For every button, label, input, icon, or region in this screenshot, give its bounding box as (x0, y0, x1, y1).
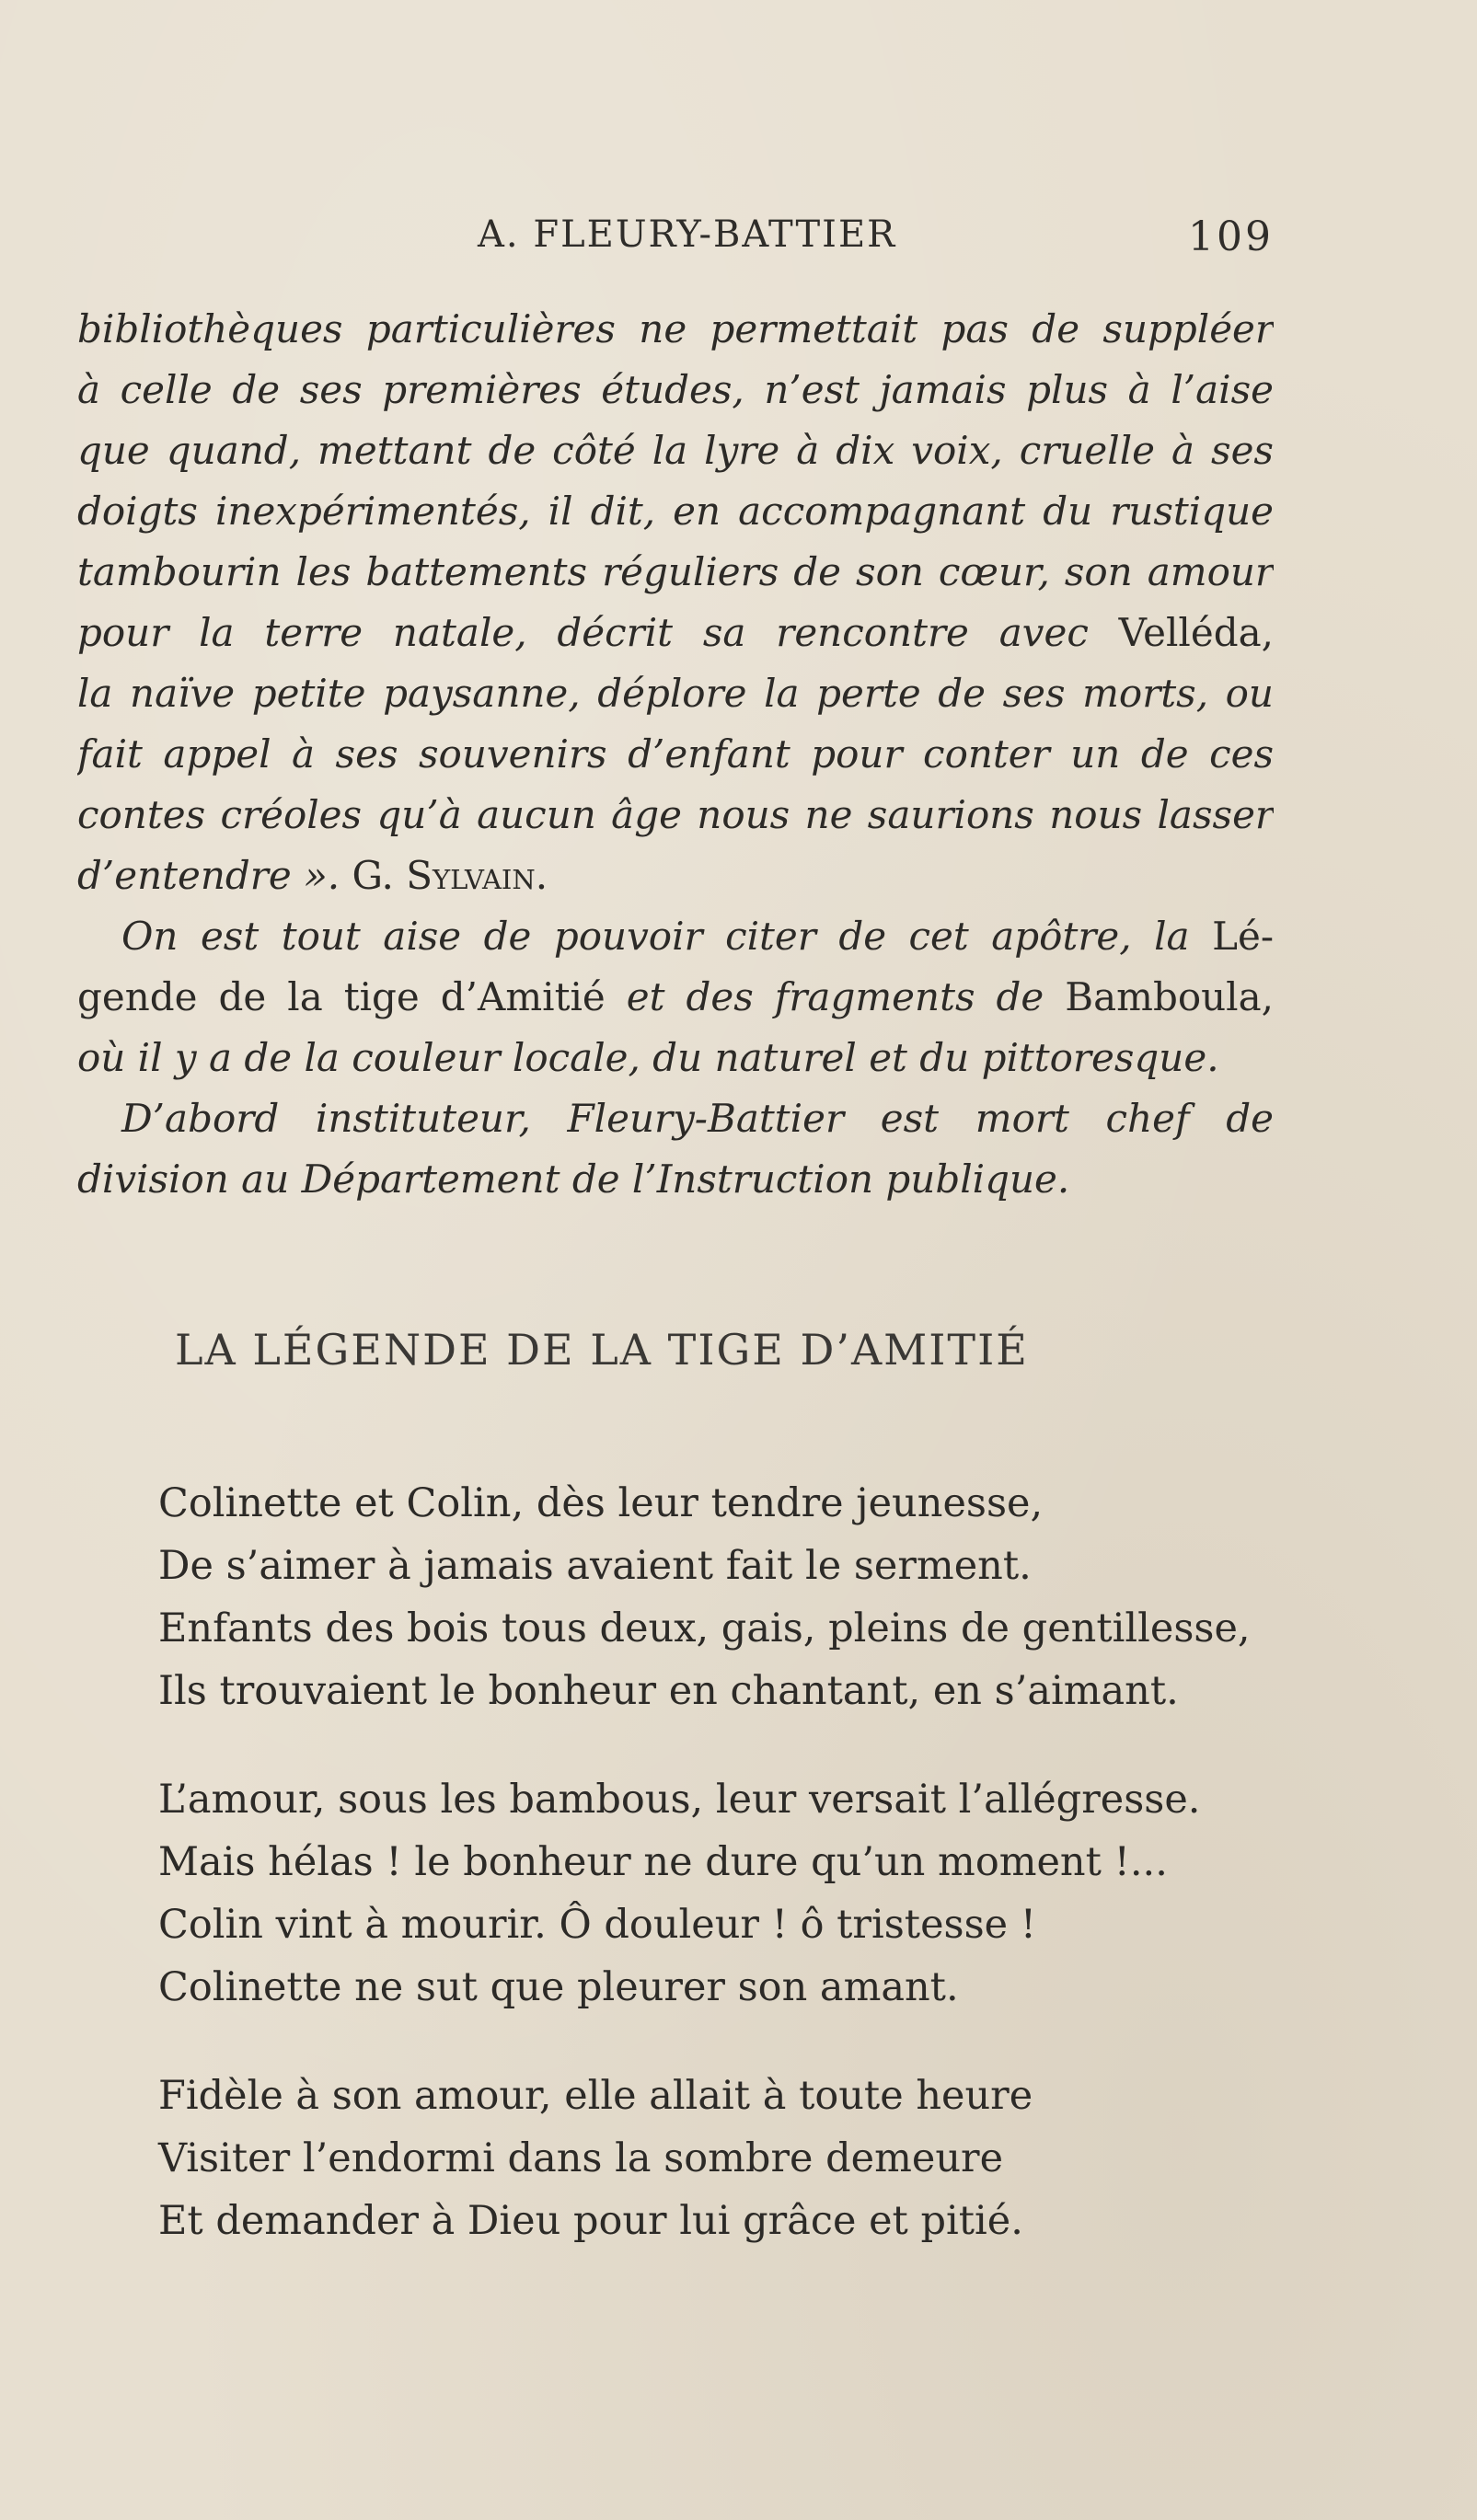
poem-verse: Colinette et Colin, dès leur tendre jeunesse, (158, 1480, 1044, 1526)
poem-title: LA LÉGENDE DE LA TIGE D’AMITIÉ (175, 1325, 1029, 1375)
prose-text: et des fragments de (626, 974, 1044, 1019)
poem-verse: Visiter l’endormi dans la sombre demeure (158, 2135, 1004, 2181)
poem-verse: L’amour, sous les bambous, leur versait l’allégresse. (158, 1777, 1201, 1823)
prose-line: où il y a de la couleur locale, du naturel et du pittoresque. (77, 1035, 1219, 1080)
name-velleda: Velléda, (1118, 610, 1274, 655)
prose-line: bibliothèques particulières ne permettait pas de suppléer (77, 306, 1274, 351)
prose-line: doigts inexpérimentés, il dit, en accompagnant du rustique (77, 489, 1274, 534)
poem-verse: Ils trouvaient le bonheur en chantant, en s’aimant. (158, 1668, 1179, 1714)
poem-verse: Enfants des bois tous deux, gais, pleins de gentillesse, (158, 1605, 1251, 1651)
prose-line: fait appel à ses souvenirs d’enfant pour conter un de ces (77, 731, 1274, 777)
prose-text: On est tout aise de pouvoir citer de cet apôtre, la (121, 914, 1190, 959)
stanza-break (158, 2019, 1263, 2065)
prose-line: division au Département de l’Instruction publique. (77, 1156, 1070, 1202)
prose-line: à celle de ses premières études, n’est jamais plus à l’aise (77, 367, 1274, 412)
work-title-tige: de la tige d’Amitié (218, 974, 606, 1019)
page-number: 109 (1188, 213, 1274, 260)
running-head-title: A. FLEURY-BATTIER (478, 213, 897, 256)
poem-verse: Mais hélas ! le bonheur ne dure qu’un moment !... (158, 1839, 1168, 1885)
prose-text: d’entendre ». (77, 853, 340, 898)
prose-line: tambourin les battements réguliers de son cœur, son amour (77, 549, 1274, 594)
prose-line (77, 906, 1274, 967)
prose-line (77, 846, 1274, 906)
prose-text: gende (77, 974, 198, 1019)
poem-verse: Fidèle à son amour, elle allait à toute heure (158, 2073, 1033, 2119)
prose-line: la naïve petite paysanne, déplore la perte de ses morts, ou (77, 671, 1274, 716)
prose-text: pour la terre natale, décrit sa rencontre avec (77, 610, 1089, 655)
prose-line: que quand, mettant de côté la lyre à dix voix, cruelle à ses (77, 428, 1274, 473)
stanza-break (158, 1722, 1263, 1768)
quote-signature: G. Sylvain. (352, 853, 548, 898)
poem-verse: Et demander à Dieu pour lui grâce et pitié. (158, 2198, 1023, 2244)
work-title-bamboula: Bamboula, (1065, 974, 1274, 1019)
prose-line (77, 603, 1274, 663)
running-head (77, 213, 1274, 269)
prose-line: D’abord instituteur, Fleury-Battier est mort chef de (121, 1096, 1274, 1141)
prose-line: contes créoles qu’à aucun âge nous ne saurions nous lasser (77, 792, 1274, 837)
poem-verse: De s’aimer à jamais avaient fait le serment. (158, 1543, 1032, 1589)
poem (158, 1472, 1263, 2252)
hyphenated-word: Lé- (1212, 914, 1274, 959)
prose-block (77, 299, 1274, 1210)
poem-verse: Colinette ne sut que pleurer son amant. (158, 1964, 959, 2010)
poem-verse: Colin vint à mourir. Ô douleur ! ô tristesse ! (158, 1902, 1037, 1948)
prose-line (77, 967, 1274, 1028)
